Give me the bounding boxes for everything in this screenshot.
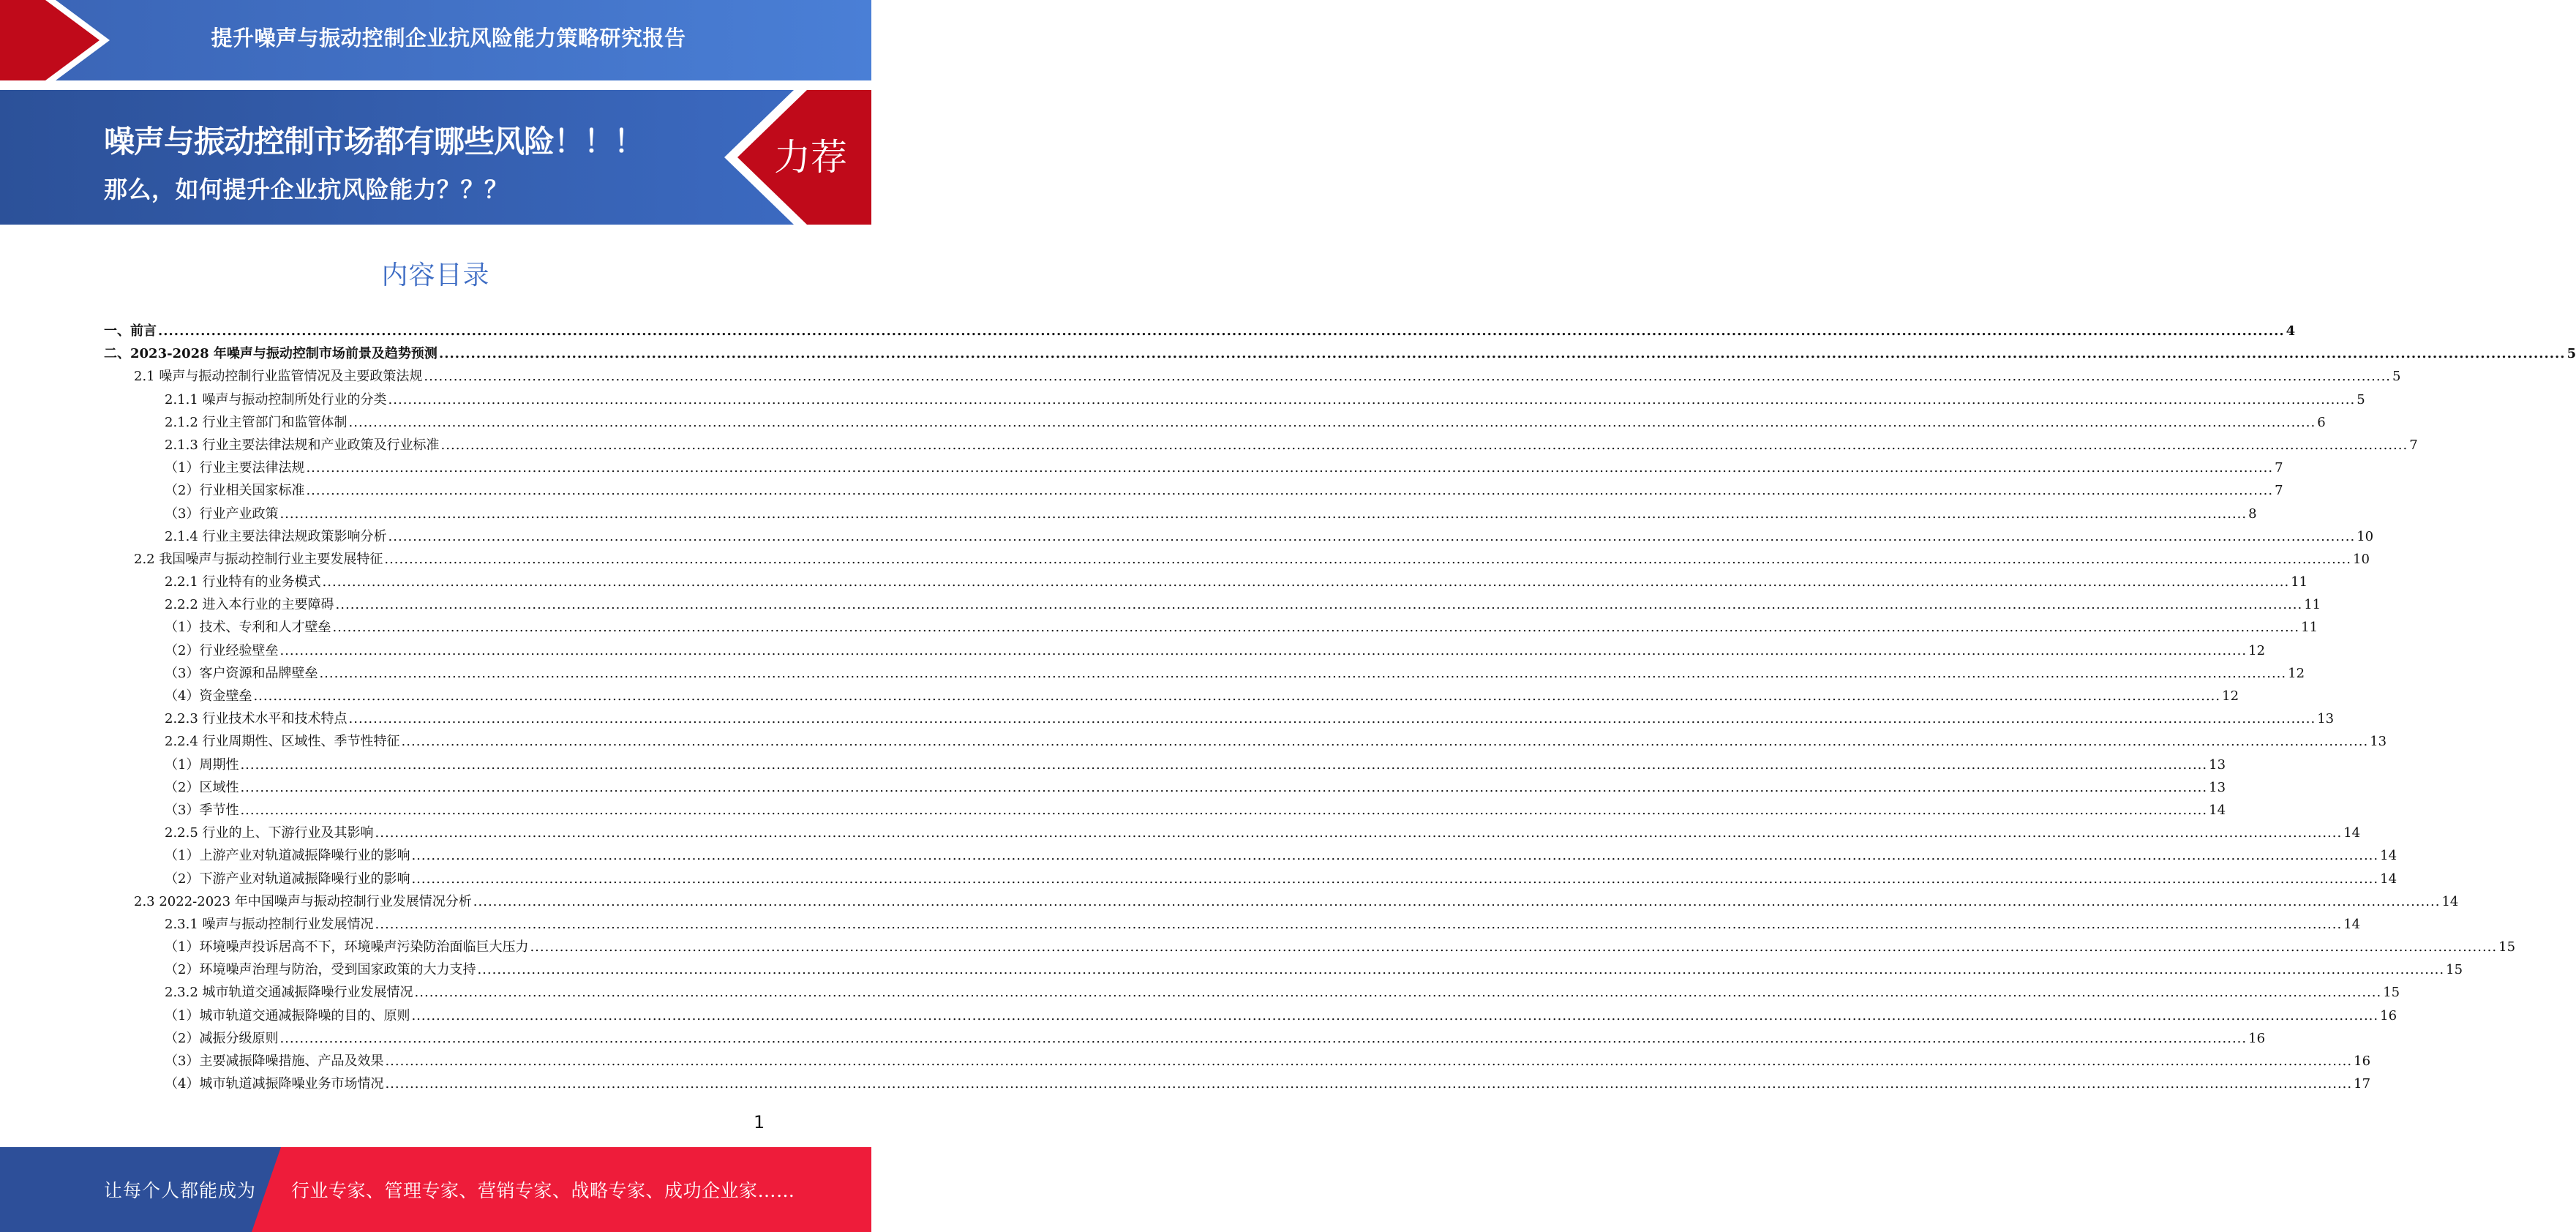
toc-entry-label: 2.3.2 城市轨道交通减振降噪行业发展情况 [165,985,413,1001]
toc-leader-dots: ................................................................................................................................................................................................................................................................................................................................................................................................................ [384,551,2352,567]
toc-leader-dots: ................................................................................................................................................................................................................................................................................................................................................................................................................ [411,1007,2379,1023]
toc-leader-dots: ................................................................................................................................................................................................................................................................................................................................................................................................................ [530,939,2498,955]
toc-entry-label: 2.1.3 行业主要法律法规和产业政策及行业标准 [165,437,440,453]
toc-entry[interactable] [104,981,2400,1004]
toc-entry-page: 5 [2566,346,2576,362]
toc-entry[interactable] [104,936,2516,958]
toc-entry-page: 14 [2209,802,2226,818]
toc-entry[interactable] [104,639,2266,662]
toc-entry-page: 14 [2343,916,2361,932]
toc-entry-page: 13 [2209,779,2226,795]
toc-entry[interactable] [104,1050,2371,1073]
toc-entry-page: 16 [2354,1053,2371,1069]
toc-title: 内容目录 [381,260,490,290]
toc-leader-dots: ................................................................................................................................................................................................................................................................................................................................................................................................................ [279,1030,2248,1046]
hero-headline: 噪声与振动控制市场都有哪些风险！！！ [104,124,645,159]
toc-entry-page: 17 [2354,1076,2371,1092]
toc-entry[interactable] [104,844,2397,867]
toc-entry[interactable] [104,503,2257,525]
toc-leader-dots: ................................................................................................................................................................................................................................................................................................................................................................................................................ [240,779,2208,795]
toc-leader-dots: ................................................................................................................................................................................................................................................................................................................................................................................................................ [322,574,2290,590]
toc-entry[interactable] [104,388,2365,411]
footer-slogan-left: 让每个人都能成为 [104,1180,257,1201]
toc-leader-dots: ................................................................................................................................................................................................................................................................................................................................................................................................................ [240,756,2208,773]
toc-entry-label: （3）行业产业政策 [165,506,279,522]
toc-entry-label: 2.1.2 行业主管部门和监管体制 [165,414,348,430]
toc-leader-dots: ................................................................................................................................................................................................................................................................................................................................................................................................................ [306,460,2274,476]
toc-entry-label: 2.2.4 行业周期性、区域性、季节性特征 [165,734,400,750]
page-number: 1 [754,1112,765,1133]
toc-entry-label: 2.1.4 行业主要法律法规政策影响分析 [165,528,387,544]
toc-entry-page: 7 [2275,460,2283,476]
toc-entry-label: （2）环境噪声治理与防治，受到国家政策的大力支持 [165,962,476,978]
toc-entry-page: 13 [2317,711,2335,727]
toc-entry-page: 6 [2317,414,2326,430]
toc-entry-page: 5 [2392,369,2401,385]
toc-entry[interactable] [104,1073,2371,1095]
toc-entry[interactable] [104,320,2296,342]
toc-entry-page: 12 [2288,665,2305,681]
toc-leader-dots: ................................................................................................................................................................................................................................................................................................................................................................................................................ [306,483,2274,499]
toc-leader-dots: ................................................................................................................................................................................................................................................................................................................................................................................................................ [375,916,2343,932]
toc-entry-label: 二、2023-2028 年噪声与振动控制市场前景及趋势预测 [104,346,438,362]
toc-entry-label: 2.1 噪声与振动控制行业监管情况及主要政策法规 [134,369,423,385]
recommend-badge: 力荐 [774,136,847,179]
toc-leader-dots: ................................................................................................................................................................................................................................................................................................................................................................................................................ [158,323,2285,339]
toc-entry-label: 2.2.2 进入本行业的主要障碍 [165,597,334,613]
toc-entry[interactable] [104,616,2318,639]
toc-entry[interactable] [104,822,2361,844]
toc-entry-label: （2）下游产业对轨道减振降噪行业的影响 [165,871,410,887]
toc-entry[interactable] [104,342,2576,365]
toc-leader-dots: ................................................................................................................................................................................................................................................................................................................................................................................................................ [348,711,2316,727]
toc-entry-label: （1）技术、专利和人才壁垒 [165,620,331,636]
toc-entry-page: 7 [2409,437,2418,453]
toc-leader-dots: ................................................................................................................................................................................................................................................................................................................................................................................................................ [319,665,2287,681]
table-of-contents [104,320,2576,1095]
toc-entry-label: （2）行业相关国家标准 [165,483,305,499]
toc-entry[interactable] [104,685,2239,707]
toc-entry-page: 14 [2380,871,2397,887]
toc-leader-dots: ................................................................................................................................................................................................................................................................................................................................................................................................................ [401,734,2369,750]
toc-leader-dots: ................................................................................................................................................................................................................................................................................................................................................................................................................ [440,437,2408,453]
toc-entry-page: 15 [2446,962,2463,978]
toc-entry[interactable] [104,525,2374,548]
toc-entry-label: 2.2.3 行业技术水平和技术特点 [165,711,348,727]
toc-leader-dots: ................................................................................................................................................................................................................................................................................................................................................................................................................ [424,369,2392,385]
toc-leader-dots: ................................................................................................................................................................................................................................................................................................................................................................................................................ [253,688,2221,704]
toc-entry-label: （1）上游产业对轨道减振降噪行业的影响 [165,848,410,864]
toc-entry[interactable] [104,593,2321,616]
toc-leader-dots: ................................................................................................................................................................................................................................................................................................................................................................................................................ [414,985,2382,1001]
hero-banner [0,90,871,225]
toc-entry-page: 14 [2343,825,2361,841]
top-banner [0,0,871,83]
toc-entry-page: 11 [2291,574,2308,590]
toc-leader-dots: ................................................................................................................................................................................................................................................................................................................................................................................................................ [332,620,2300,636]
toc-entry-label: 2.2 我国噪声与振动控制行业主要发展特征 [134,551,383,567]
toc-entry-page: 15 [2498,939,2516,955]
toc-leader-dots: ................................................................................................................................................................................................................................................................................................................................................................................................................ [348,414,2316,430]
toc-entry-page: 12 [2222,688,2239,704]
toc-entry-page: 5 [2357,391,2365,407]
toc-entry-page: 14 [2441,893,2459,909]
toc-entry-page: 10 [2357,528,2374,544]
toc-entry[interactable] [104,913,2361,936]
toc-leader-dots: ................................................................................................................................................................................................................................................................................................................................................................................................................ [385,1076,2353,1092]
toc-entry-label: （4）城市轨道减振降噪业务市场情况 [165,1076,384,1092]
toc-leader-dots: ................................................................................................................................................................................................................................................................................................................................................................................................................ [385,1053,2353,1069]
toc-leader-dots: ................................................................................................................................................................................................................................................................................................................................................................................................................ [477,962,2445,978]
toc-entry-page: 4 [2286,323,2296,339]
toc-entry-page: 11 [2301,620,2318,636]
report-header-title: 提升噪声与振动控制企业抗风险能力策略研究报告 [211,26,686,50]
toc-entry-label: （1）环境噪声投诉居高不下，环境噪声污染防治面临巨大压力 [165,939,529,955]
toc-entry-label: （1）周期性 [165,756,239,773]
toc-entry-label: 2.2.5 行业的上、下游行业及其影响 [165,825,374,841]
toc-leader-dots: ................................................................................................................................................................................................................................................................................................................................................................................................................ [473,893,2441,909]
toc-leader-dots: ................................................................................................................................................................................................................................................................................................................................................................................................................ [375,825,2343,841]
toc-leader-dots: ................................................................................................................................................................................................................................................................................................................................................................................................................ [240,802,2208,818]
toc-leader-dots: ................................................................................................................................................................................................................................................................................................................................................................................................................ [388,391,2356,407]
toc-entry-page: 7 [2275,483,2283,499]
toc-entry[interactable] [104,1004,2397,1027]
toc-entry-page: 13 [2209,756,2226,773]
toc-leader-dots: ................................................................................................................................................................................................................................................................................................................................................................................................................ [279,642,2248,658]
toc-entry[interactable] [104,730,2387,753]
toc-entry-label: （1）行业主要法律法规 [165,460,305,476]
toc-entry[interactable] [104,479,2283,502]
toc-entry-label: （2）减振分级原则 [165,1030,279,1046]
toc-entry[interactable] [104,890,2459,913]
toc-entry[interactable] [104,958,2463,981]
toc-entry[interactable] [104,548,2370,571]
toc-entry-page: 16 [2380,1007,2397,1023]
toc-entry-label: （1）城市轨道交通减振降噪的目的、原则 [165,1007,410,1023]
toc-entry-label: 2.2.1 行业特有的业务模式 [165,574,321,590]
toc-leader-dots: ................................................................................................................................................................................................................................................................................................................................................................................................................ [335,597,2303,613]
toc-leader-dots: ................................................................................................................................................................................................................................................................................................................................................................................................................ [411,848,2379,864]
toc-entry[interactable] [104,1027,2266,1050]
toc-leader-dots: ................................................................................................................................................................................................................................................................................................................................................................................................................ [438,346,2566,362]
toc-entry-page: 12 [2248,642,2266,658]
toc-leader-dots: ................................................................................................................................................................................................................................................................................................................................................................................................................ [279,506,2248,522]
toc-entry-label: 2.1.1 噪声与振动控制所处行业的分类 [165,391,387,407]
toc-entry[interactable] [104,799,2226,822]
toc-entry[interactable] [104,434,2418,457]
toc-leader-dots: ................................................................................................................................................................................................................................................................................................................................................................................................................ [411,871,2379,887]
toc-entry-label: （2）区域性 [165,779,239,795]
toc-entry-page: 11 [2304,597,2321,613]
toc-entry[interactable] [104,754,2226,776]
toc-leader-dots: ................................................................................................................................................................................................................................................................................................................................................................................................................ [388,528,2356,544]
toc-entry[interactable] [104,571,2308,593]
toc-entry[interactable] [104,662,2305,685]
hero-subheadline: 那么，如何提升企业抗风险能力？？？ [104,176,508,203]
toc-entry-label: 2.3.1 噪声与振动控制行业发展情况 [165,916,374,932]
toc-entry-page: 13 [2370,734,2387,750]
toc-entry-label: （2）行业经验壁垒 [165,642,279,658]
toc-entry-page: 8 [2248,506,2257,522]
toc-entry[interactable] [104,707,2335,730]
toc-entry-label: 2.3 2022-2023 年中国噪声与振动控制行业发展情况分析 [134,893,472,909]
toc-entry-page: 10 [2353,551,2370,567]
toc-entry[interactable] [104,457,2283,479]
toc-entry-page: 16 [2248,1030,2266,1046]
toc-entry-page: 15 [2383,985,2400,1001]
toc-entry[interactable] [104,868,2397,890]
footer-slogan-right: 行业专家、管理专家、营销专家、战略专家、成功企业家…… [291,1180,795,1201]
toc-entry-label: （3）客户资源和品牌壁垒 [165,665,318,681]
footer-banner [0,1147,871,1232]
toc-entry-label: （3）主要减振降噪措施、产品及效果 [165,1053,384,1069]
toc-entry[interactable] [104,776,2226,799]
toc-entry-page: 14 [2380,848,2397,864]
toc-entry-label: 一、前言 [104,323,157,339]
toc-entry[interactable] [104,411,2326,434]
toc-entry[interactable] [104,365,2401,388]
toc-entry-label: （3）季节性 [165,802,239,818]
toc-entry-label: （4）资金壁垒 [165,688,252,704]
